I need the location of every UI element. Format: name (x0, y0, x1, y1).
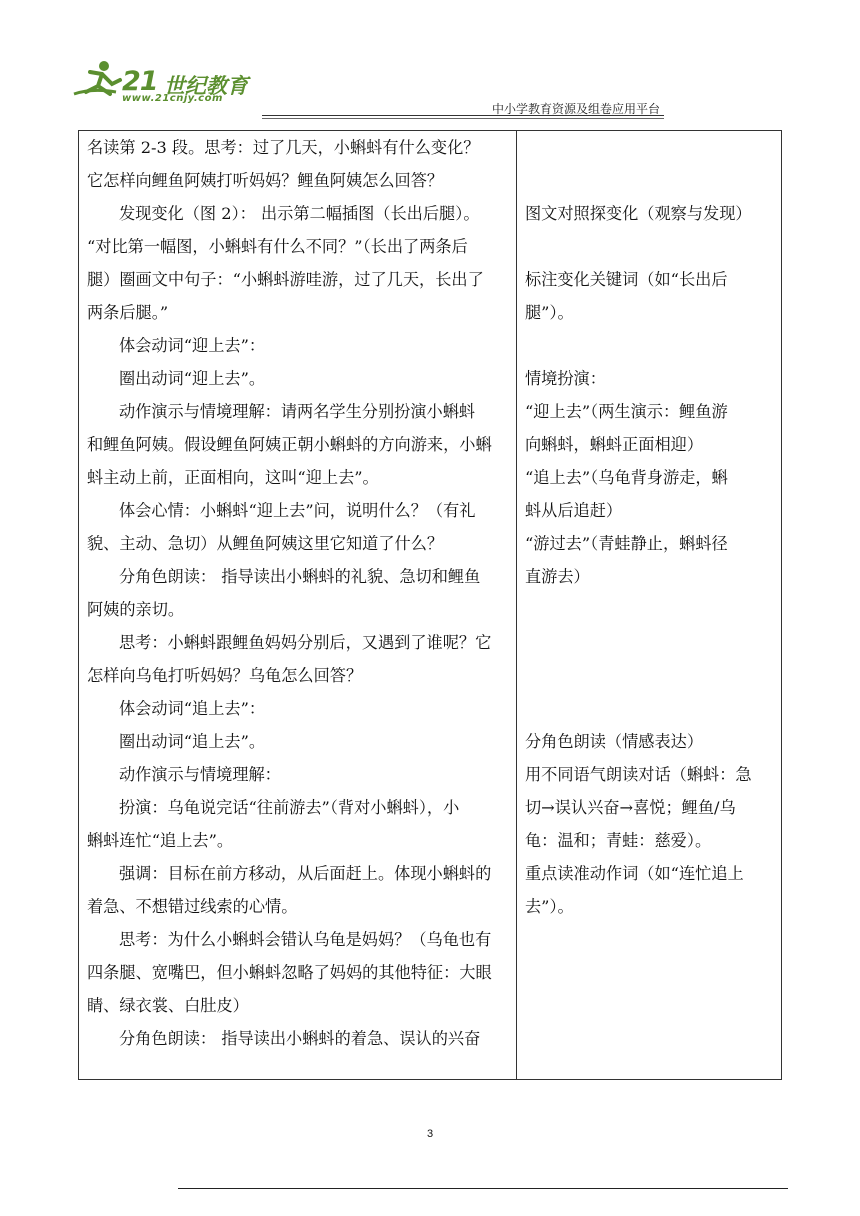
right-text-line: “游过去”（青蛙静止，蝌蚪径 (525, 534, 728, 553)
left-text-line: 貌、主动、急切）从鲤鱼阿姨这里它知道了什么？ (87, 534, 444, 553)
left-text-line: 思考：为什么小蝌蚪会错认乌龟是妈妈？（乌龟也有 (119, 930, 492, 949)
left-text-line: 强调：目标在前方移动，从后面赶上。体现小蝌蚪的 (119, 864, 492, 883)
lesson-table (78, 130, 782, 1080)
footer-divider (178, 1188, 788, 1189)
right-text-line: 蚪从后追赶） (525, 501, 623, 520)
right-text-line (517, 164, 781, 197)
right-text-line: 分角色朗读（情感表达） (525, 732, 704, 751)
left-text-line: 怎样向乌龟打听妈妈？乌龟怎么回答？ (87, 666, 363, 685)
right-text-line: 标注变化关键词（如“长出后 (525, 270, 728, 289)
right-text-line: 直游去） (525, 567, 590, 586)
right-text-line: 腿”）。 (525, 303, 574, 322)
left-text-line: 睛、绿衣裳、白肚皮） (87, 996, 249, 1015)
right-text-line (517, 230, 781, 263)
header-divider-thin (262, 118, 664, 119)
logo-text: 世纪教育 (164, 74, 248, 98)
left-text-line: 扮演：乌龟说完话“往前游去”（背对小蝌蚪），小 (119, 798, 460, 817)
left-text-line: 分角色朗读： 指导读出小蝌蚪的礼貌、急切和鲤鱼 (119, 567, 481, 586)
right-text-line (517, 329, 781, 362)
logo-url: www.21cnjy.com (122, 93, 223, 104)
right-text-line: 龟：温和；青蛙：慈爱）。 (525, 831, 712, 850)
left-text-line: 两条后腿。” (87, 303, 169, 322)
page-number: 3 (426, 1128, 434, 1140)
left-text-line: 体会动词“追上去”： (119, 699, 266, 718)
left-text-line: 体会心情：小蝌蚪“迎上去”问，说明什么？（有礼 (119, 501, 476, 520)
left-text-line: “对比第一幅图，小蝌蚪有什么不同？”（长出了两条后 (87, 237, 468, 256)
header-divider (262, 115, 664, 116)
right-text-line: 向蝌蚪，蝌蚪正面相迎） (525, 435, 704, 454)
site-logo (72, 58, 262, 108)
right-text-line: 切→误认兴奋→喜悦；鲤鱼/乌 (525, 798, 736, 817)
left-text-line: 发现变化（图 2）： 出示第二幅插图（长出后腿）。 (119, 204, 480, 223)
right-text-line: 去”）。 (525, 897, 574, 916)
left-text-line: 体会动词“迎上去”： (119, 336, 266, 355)
right-text-line (517, 659, 781, 692)
left-text-line: 蝌蚪连忙“追上去”。 (87, 831, 234, 850)
left-text-line: 阿姨的亲切。 (87, 600, 185, 619)
left-text-line: 名读第 2-3 段。思考：过了几天，小蝌蚪有什么变化？ (87, 138, 480, 157)
left-text-line: 分角色朗读： 指导读出小蝌蚪的着急、误认的兴奋 (119, 1029, 481, 1048)
teaching-process-cell (79, 131, 517, 1080)
logo-number: 21 (122, 66, 158, 97)
right-text-line: “追上去”（乌龟背身游走，蝌 (525, 468, 728, 487)
right-text-line (517, 593, 781, 626)
left-text-line: 思考：小蝌蚪跟鲤鱼妈妈分别后，又遇到了谁呢？它 (119, 633, 492, 652)
right-text-line: 重点读准动作词（如“连忙追上 (525, 864, 744, 883)
right-text-line: 用不同语气朗读对话（蝌蚪：急 (525, 765, 752, 784)
right-text-line: “迎上去”（两生演示：鲤鱼游 (525, 402, 728, 421)
right-text-line: 情境扮演： (525, 369, 606, 388)
left-text-line: 蚪主动上前，正面相向，这叫“迎上去”。 (87, 468, 379, 487)
left-text-line: 腿）圈画文中句子：“小蝌蚪游哇游，过了几天，长出了 (87, 270, 484, 289)
right-text-line: 图文对照探变化（观察与发现） (525, 204, 752, 223)
left-text-line: 圈出动词“迎上去”。 (119, 369, 266, 388)
right-text-line (517, 626, 781, 659)
right-text-line (517, 692, 781, 725)
left-text-line: 动作演示与情境理解：请两名学生分别扮演小蝌蚪 (119, 402, 476, 421)
left-text-line: 和鲤鱼阿姨。假设鲤鱼阿姨正朝小蝌蚪的方向游来，小蝌 (87, 435, 492, 454)
right-text-line (517, 131, 781, 164)
left-text-line: 四条腿、宽嘴巴，但小蝌蚪忽略了妈妈的其他特征：大眼 (87, 963, 492, 982)
left-text-line: 动作演示与情境理解： (119, 765, 281, 784)
design-intent-cell (517, 131, 782, 1080)
platform-title: 中小学教育资源及组卷应用平台 (491, 102, 660, 116)
left-text-line: 它怎样向鲤鱼阿姨打听妈妈？鲤鱼阿姨怎么回答？ (87, 171, 444, 190)
left-text-line: 圈出动词“追上去”。 (119, 732, 266, 751)
left-text-line: 着急、不想错过线索的心情。 (87, 897, 298, 916)
